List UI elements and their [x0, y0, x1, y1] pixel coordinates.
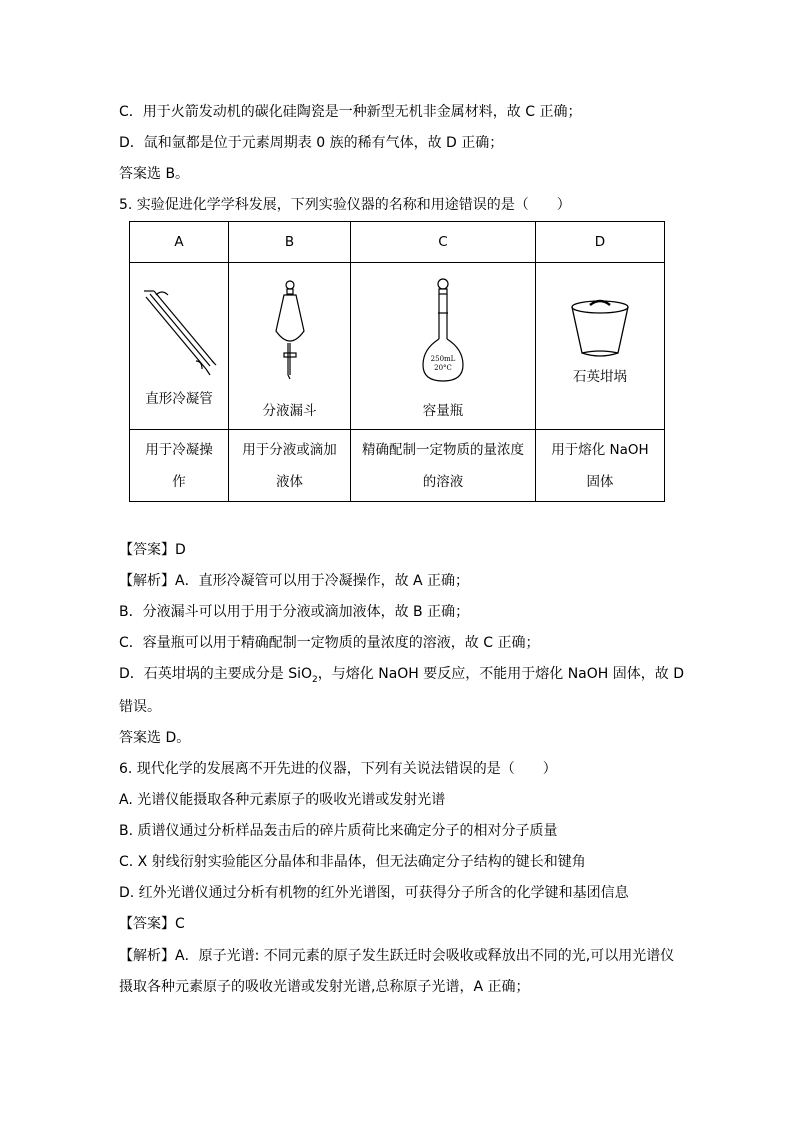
answer-5: 【答案】D	[119, 542, 186, 558]
table-header-row	[130, 222, 665, 263]
analysis-5-a: 【解析】A．直形冷凝管可以用于冷凝操作，故 A 正确；	[119, 573, 470, 589]
analysis-5-b: B．分液漏斗可以用于用于分液或滴加液体，故 B 正确；	[119, 604, 470, 620]
conclusion-5: 答案选 D。	[119, 730, 191, 746]
analysis-6-line2: 摄取各种元素原子的吸收光谱或发射光谱,总称原子光谱，A 正确；	[119, 979, 530, 995]
separatory-funnel-icon	[270, 279, 310, 383]
cell-volumetric-flask	[351, 263, 536, 430]
use-text: 用于熔化 NaOH	[551, 441, 649, 458]
use-text: 用于分液或滴加	[242, 441, 337, 458]
option-d: D. 红外光谱仪通过分析有机物的红外光谱图，可获得分子所含的化学键和基团信息	[119, 885, 629, 901]
volumetric-flask-icon	[419, 277, 467, 387]
question-6-stem: 6. 现代化学的发展离不开先进的仪器，下列有关说法错误的是（ ）	[119, 761, 557, 777]
header-cell: C	[351, 222, 536, 263]
analysis-5-d-text: D．石英坩埚的主要成分是 SiO	[119, 666, 313, 682]
apparatus-name: 直形冷凝管	[145, 391, 213, 407]
text-line: D．氙和氩都是位于元素周期表 0 族的稀有气体，故 D 正确；	[119, 135, 504, 151]
option-a: A. 光谱仪能摄取各种元素原子的吸收光谱或发射光谱	[119, 792, 446, 808]
use-cell	[351, 430, 536, 502]
analysis-5-d	[119, 664, 684, 690]
table-image-row	[130, 263, 665, 430]
cell-quartz-crucible	[536, 263, 665, 430]
header-cell: B	[229, 222, 351, 263]
analysis-5-c: C．容量瓶可以用于精确配制一定物质的量浓度的溶液，故 C 正确；	[119, 635, 540, 651]
apparatus-name: 分液漏斗	[262, 403, 317, 419]
use-cell	[130, 430, 229, 502]
option-c: C. X 射线衍射实验能区分晶体和非晶体，但无法确定分子结构的键长和键角	[119, 854, 586, 870]
text-line: C．用于火箭发动机的碳化硅陶瓷是一种新型无机非金属材料，故 C 正确；	[119, 104, 582, 120]
table-use-row	[130, 430, 665, 502]
use-text: 液体	[276, 473, 303, 490]
option-b: B. 质谱仪通过分析样品轰击后的碎片质荷比来确定分子的相对分子质量	[119, 823, 558, 839]
crucible-icon	[568, 297, 632, 359]
use-text: 精确配制一定物质的量浓度	[362, 441, 524, 458]
subscript: 2	[312, 674, 318, 685]
text-line: 答案选 B。	[119, 166, 190, 182]
analysis-5-d-text: ，与熔化 NaOH 要反应，不能用于熔化 NaOH 固体，故 D	[317, 666, 684, 682]
analysis-6-line1: 【解析】A．原子光谱: 不同元素的原子发生跃迁时会吸收或释放出不同的光,可以用光谱仪	[119, 948, 675, 964]
cell-separatory-funnel	[229, 263, 351, 430]
header-cell: A	[130, 222, 229, 263]
analysis-5-d-cont: 错误。	[119, 699, 161, 715]
apparatus-name: 石英坩埚	[573, 369, 627, 385]
use-cell	[536, 430, 665, 502]
answer-6: 【答案】C	[119, 916, 185, 932]
question-5-stem: 5. 实验促进化学学科发展，下列实验仪器的名称和用途错误的是（ ）	[119, 197, 571, 213]
condenser-icon	[140, 285, 220, 377]
use-text: 固体	[586, 473, 614, 490]
use-text: 的溶液	[422, 473, 464, 490]
use-text: 用于冷凝操	[145, 441, 213, 458]
use-text: 作	[172, 473, 186, 490]
cell-condenser	[130, 263, 229, 430]
apparatus-name: 容量瓶	[422, 403, 464, 419]
use-cell	[229, 430, 351, 502]
flask-volume-label: 250mL	[430, 355, 456, 363]
flask-temp-label: 20°C	[434, 364, 452, 372]
header-cell: D	[536, 222, 665, 263]
apparatus-table	[129, 221, 665, 502]
